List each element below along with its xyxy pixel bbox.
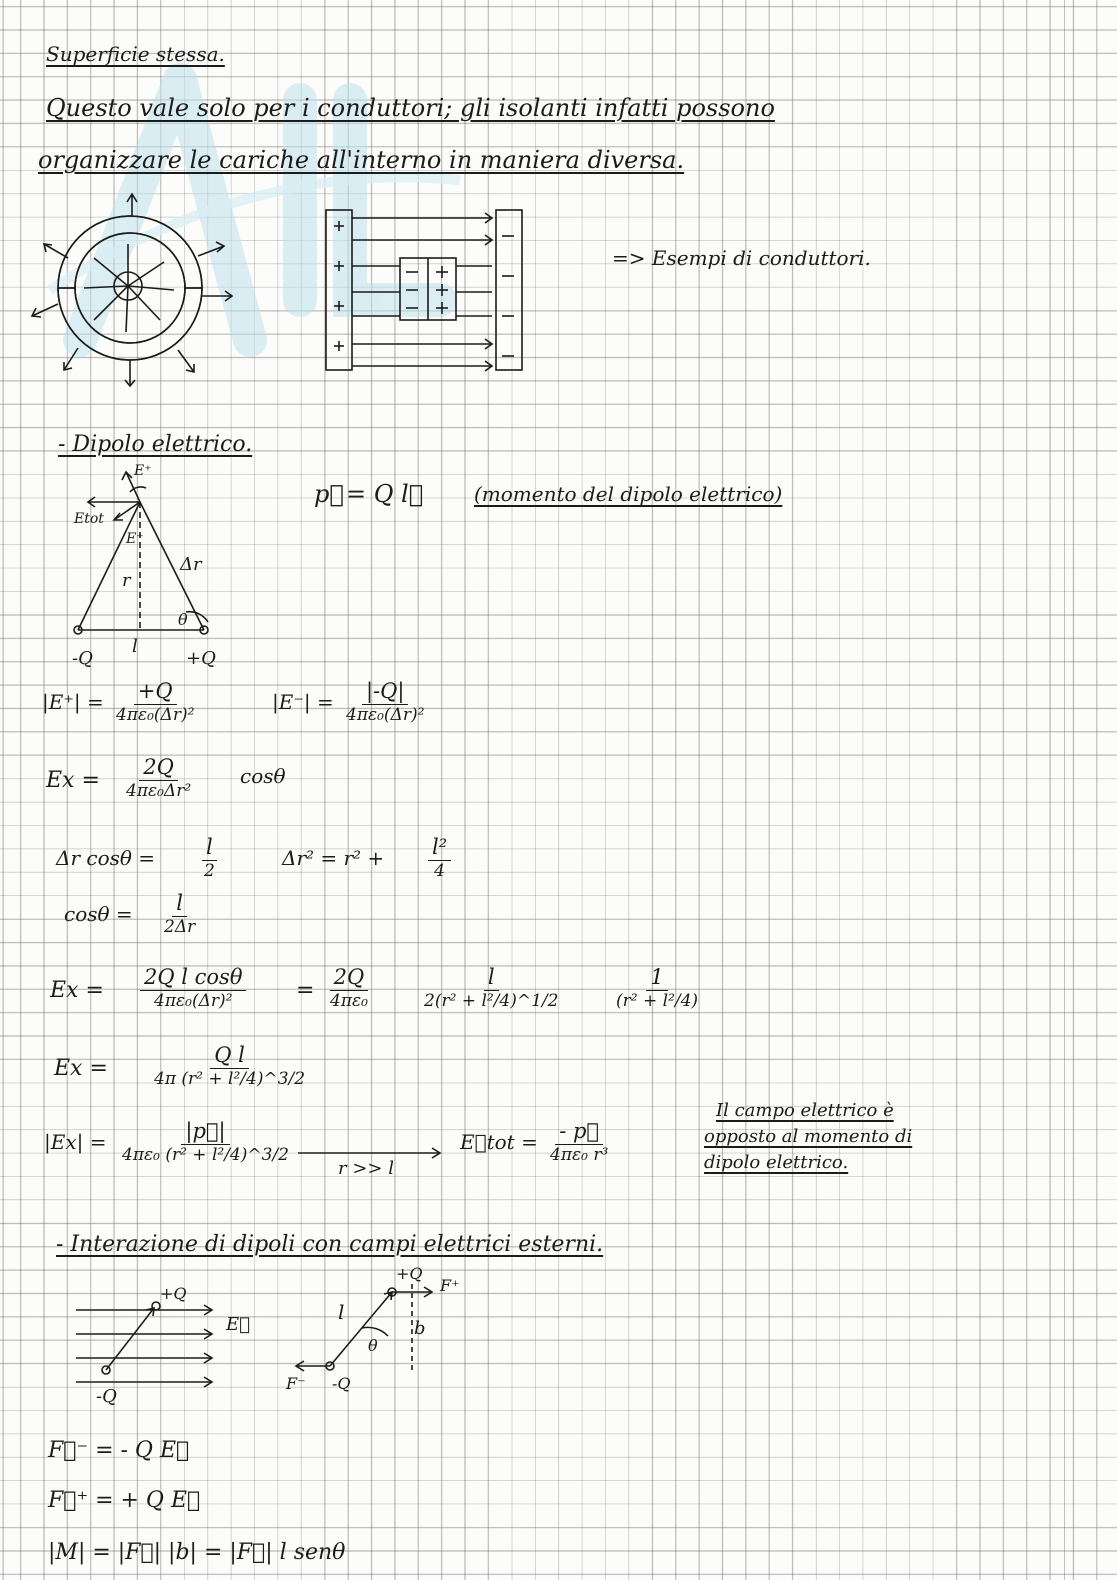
e-tot-numerator: - p⃗ (555, 1120, 603, 1145)
label-e-minus: E⁻ (126, 531, 144, 547)
ex-expanded-b-denominator: 4πε₀ (330, 991, 368, 1012)
e-tot-denominator: 4πε₀ r³ (550, 1145, 609, 1166)
field-opposite-note-line-2: opposto al momento di (704, 1126, 913, 1147)
ex-expanded-c-denominator: 2(r² + l²/4)^1/2 (424, 991, 559, 1012)
spherical-conductor-figure (28, 200, 248, 400)
torque-label-l: l (338, 1300, 345, 1324)
label-minus-q: -Q (72, 648, 93, 669)
ex-expanded-a-numerator: 2Q l cosθ (140, 966, 246, 991)
label-e-tot: Etot (74, 511, 104, 527)
delta-r-cos-denominator: 2 (204, 861, 215, 882)
e-minus-denominator: 4πε₀(Δr)² (346, 705, 425, 726)
ex-first-lhs: Ex = (46, 768, 100, 793)
cos-theta-numerator: l (172, 892, 187, 917)
cos-theta-denominator: 2Δr (164, 917, 196, 938)
label-theta: θ (178, 610, 188, 629)
ex-first-fraction (122, 756, 195, 801)
e-minus-numerator: |-Q| (362, 680, 408, 705)
label-r: r (122, 570, 131, 591)
e-plus-magnitude-lhs: |E⁺| = (42, 690, 104, 714)
field-opposite-note-line-3: dipolo elettrico. (704, 1152, 849, 1173)
ex-magnitude-lhs: |Ex| = (44, 1130, 107, 1154)
dipole-moment-equation-lhs: p⃗ (314, 480, 344, 508)
ex-simplified-numerator: Q l (210, 1044, 249, 1069)
section-title-electric-dipole: - Dipolo elettrico. (58, 432, 253, 457)
e-plus-magnitude-fraction (112, 680, 198, 725)
ex-expanded-fraction-a (140, 966, 246, 1011)
e-minus-magnitude-fraction (342, 680, 428, 725)
label-plus-q: +Q (186, 648, 216, 669)
cos-theta-lhs: cosθ = (64, 902, 133, 926)
section-title-dipole-interaction: - Interazione di dipoli con campi elettrici esterni. (56, 1232, 604, 1257)
force-on-negative-charge: F⃗⁻ = - Q E⃗ (48, 1438, 190, 1463)
field-opposite-note-line-1: Il campo elettrico è (716, 1100, 894, 1121)
examples-of-conductors-note: => Esempi di conduttori. (612, 246, 871, 270)
e-tot-fraction (546, 1120, 612, 1165)
dipole-moment-definition-note: (momento del dipolo elettrico) (474, 482, 783, 506)
ex-simplified-denominator: 4π (r² + l²/4)^3/2 (154, 1069, 306, 1090)
torque-label-f-plus: F⁺ (440, 1276, 460, 1295)
label-l: l (132, 636, 138, 657)
interaction-label-plus-q: +Q (160, 1284, 187, 1303)
dipole-moment-equation-rhs: = Q l⃗ (346, 480, 424, 508)
notebook-binding-edge (1064, 0, 1117, 1580)
label-delta-r: Δr (180, 554, 202, 575)
ex-expanded-lhs: Ex = (50, 978, 104, 1003)
force-on-positive-charge: F⃗⁺ = + Q E⃗ (48, 1488, 201, 1513)
ex-expanded-d-denominator: (r² + l²/4) (616, 991, 699, 1012)
delta-r-squared-denominator: 4 (434, 861, 445, 882)
heading-continuation: Superficie stessa. (46, 42, 225, 66)
torque-label-b: b (414, 1318, 426, 1339)
parallel-plates-figure (322, 206, 542, 386)
ex-magnitude-fraction (118, 1120, 293, 1165)
torque-label-minus-q: -Q (332, 1374, 351, 1393)
cos-theta-fraction (160, 892, 199, 937)
delta-r-cos-lhs: Δr cosθ = (56, 846, 156, 870)
ex-simplified-fraction (150, 1044, 309, 1089)
ex-expanded-b-numerator: 2Q (330, 966, 369, 991)
delta-r-cos-numerator: l (202, 836, 217, 861)
dipole-geometry-figure (68, 462, 238, 652)
interaction-label-minus-q: -Q (96, 1386, 117, 1407)
text-line-insulators: organizzare le cariche all'interno in maniera diversa. (38, 146, 685, 174)
torque-label-plus-q: +Q (396, 1264, 423, 1283)
ex-expanded-equals: = (296, 978, 315, 1003)
delta-r-squared-numerator: l² (428, 836, 451, 861)
e-plus-numerator: +Q (134, 680, 177, 705)
ex-expanded-c-numerator: l (484, 966, 499, 991)
limit-condition: r >> l (338, 1158, 394, 1179)
interaction-label-e-field: E⃗ (226, 1314, 250, 1335)
ex-expanded-d-numerator: 1 (646, 966, 667, 991)
ex-expanded-fraction-b (326, 966, 372, 1011)
torque-label-f-minus: F⁻ (286, 1374, 306, 1393)
ex-simplified-lhs: Ex = (54, 1056, 108, 1081)
ex-first-denominator: 4πε₀Δr² (126, 781, 192, 802)
ex-magnitude-denominator: 4πε₀ (r² + l²/4)^3/2 (122, 1145, 289, 1166)
dipole-in-field-figure (76, 1290, 226, 1400)
ex-expanded-fraction-c (420, 966, 562, 1011)
ex-magnitude-numerator: |p⃗| (181, 1120, 229, 1145)
text-line-conductors: Questo vale solo per i conduttori; gli isolanti infatti possono (46, 94, 775, 122)
ex-first-numerator: 2Q (139, 756, 178, 781)
delta-r-squared-lhs: Δr² = r² + (282, 846, 385, 870)
torque-magnitude-equation: |M| = |F⃗| |b| = |F⃗| l senθ (48, 1540, 346, 1565)
ex-expanded-fraction-d (612, 966, 702, 1011)
ex-first-cos-factor: cosθ (240, 764, 286, 788)
delta-r-cos-fraction (200, 836, 219, 881)
torque-label-theta: θ (368, 1336, 378, 1355)
ex-expanded-a-denominator: 4πε₀(Δr)² (154, 991, 233, 1012)
label-e-plus: E⁺ (134, 463, 152, 479)
e-minus-magnitude-lhs: |E⁻| = (272, 690, 334, 714)
e-tot-lhs: E⃗tot = (460, 1130, 538, 1154)
delta-r-squared-fraction (428, 836, 451, 881)
e-plus-denominator: 4πε₀(Δr)² (116, 705, 195, 726)
